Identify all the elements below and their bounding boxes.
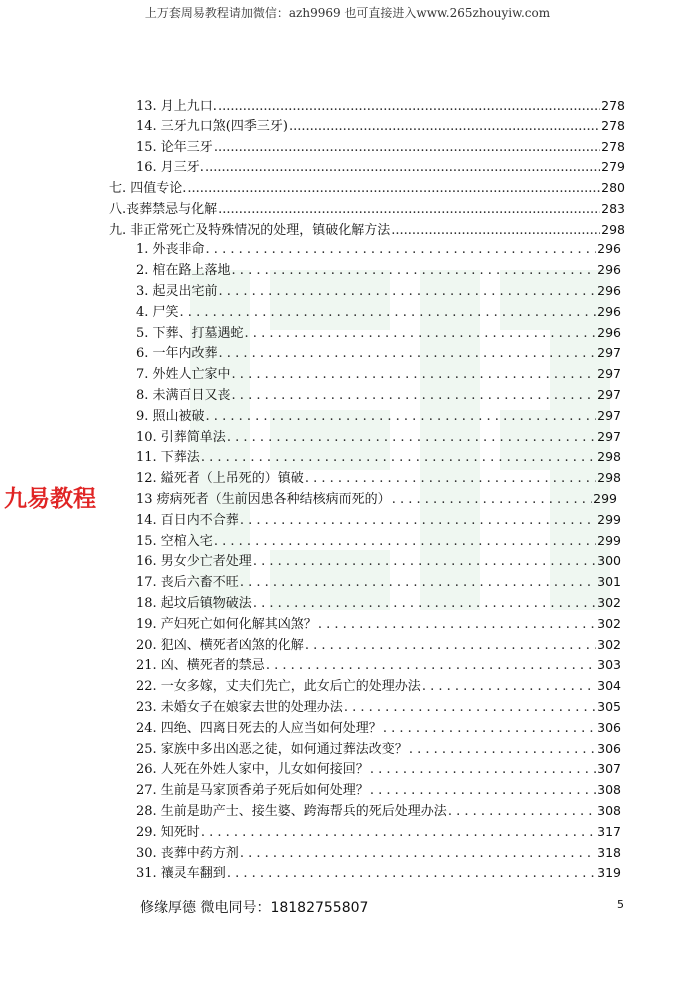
toc-entry-page: 300 — [597, 553, 621, 568]
toc-entry-page: 308 — [597, 803, 621, 818]
toc-entry-page: 306 — [597, 741, 621, 756]
toc-entry[interactable] — [136, 446, 621, 466]
toc-entry[interactable] — [136, 550, 621, 570]
toc-entry-title: 20. 犯凶、横死者凶煞的化解 — [136, 638, 304, 653]
toc-entry-page: 305 — [597, 699, 621, 714]
toc-entry[interactable] — [136, 800, 621, 820]
toc-leader — [232, 367, 597, 382]
toc-entry-title: 8. 未满百日又丧 — [136, 388, 231, 403]
toc-leader — [214, 140, 600, 155]
toc-entry[interactable] — [136, 592, 621, 612]
toc-entry-page: 297 — [597, 429, 621, 444]
toc-entry-title: 7. 外姓人亡家中 — [136, 367, 231, 382]
toc-leader — [180, 305, 597, 320]
toc-entry[interactable] — [136, 488, 617, 508]
page-header: 上万套周易教程请加微信：azh9969 也可直接进入www.265zhouyiw.com — [144, 6, 551, 20]
toc-entry-title: 2. 棺在路上落地 — [136, 263, 231, 278]
toc-entry-page: 297 — [597, 408, 621, 423]
toc-entry[interactable] — [136, 634, 621, 654]
toc-entry-page: 302 — [597, 637, 621, 652]
toc-leader — [205, 160, 600, 175]
toc-entry[interactable] — [136, 779, 621, 799]
toc-entry-title: 22. 一女多嫁，丈夫们先亡，此女后亡的处理办法 — [136, 679, 421, 694]
toc-leader — [318, 617, 596, 632]
toc-entry-page: 317 — [597, 824, 621, 839]
toc-entry[interactable] — [136, 717, 621, 737]
toc-leader — [240, 846, 596, 861]
toc-entry-page: 298 — [597, 449, 621, 464]
toc-leader — [383, 721, 596, 736]
page-number: 5 — [617, 898, 624, 911]
toc-entry-page: 304 — [597, 678, 621, 693]
toc-entry[interactable] — [136, 156, 625, 176]
toc-entry-page: 308 — [597, 782, 621, 797]
toc-leader — [391, 223, 600, 238]
toc-entry[interactable] — [136, 842, 621, 862]
toc-entry[interactable] — [136, 384, 621, 404]
toc-entry-page: 319 — [597, 865, 621, 880]
toc-entry-page: 297 — [597, 387, 621, 402]
toc-leader — [344, 700, 596, 715]
toc-entry-title: 15. 空棺入宅 — [136, 534, 213, 549]
toc-leader — [187, 181, 600, 196]
toc-entry-page: 307 — [597, 761, 621, 776]
toc-entry-title: 七. 四值专论. — [109, 181, 187, 196]
toc-entry-page: 302 — [597, 595, 621, 610]
toc-leader — [422, 679, 596, 694]
toc-entry-title: 18. 起坟后镇物破法 — [136, 596, 252, 611]
toc-entry-page: 296 — [597, 304, 621, 319]
toc-leader — [227, 430, 596, 445]
toc-leader — [245, 326, 597, 341]
toc-entry-page: 296 — [597, 262, 621, 277]
toc-entry-title: 28. 生前是助产士、接生婆、跨海帮兵的死后处理办法 — [136, 804, 447, 819]
toc-entry-title: 15. 论年三牙 — [136, 140, 213, 155]
toc-leader — [219, 284, 597, 299]
brand-watermark: 九易教程 — [4, 486, 96, 512]
toc-leader — [289, 119, 600, 134]
toc-leader — [240, 575, 596, 590]
toc-entry-title: 5. 下葬、打墓遇蛇 — [136, 326, 244, 341]
toc-entry[interactable] — [136, 136, 625, 156]
toc-entry-page: 303 — [597, 657, 621, 672]
toc-entry-title: 16. 月三牙. — [136, 160, 204, 175]
toc-entry-page: 299 — [597, 533, 621, 548]
toc-entry-title: 12. 縊死者（上吊死的）镇破 — [136, 471, 304, 486]
toc-entry-title: 21. 凶、横死者的禁忌 — [136, 658, 265, 673]
toc-entry[interactable] — [136, 95, 625, 115]
toc-entry[interactable] — [136, 509, 621, 529]
toc-leader — [218, 99, 600, 114]
toc-entry-title: 29. 知死时 — [136, 825, 200, 840]
toc-entry[interactable] — [136, 322, 621, 342]
page-footer: 修缘厚德 微电同号：18182755807 — [140, 900, 369, 916]
toc-entry-title: 26. 人死在外姓人家中，儿女如何接回？ — [136, 762, 369, 777]
toc-entry[interactable] — [136, 363, 621, 383]
toc-entry[interactable] — [136, 115, 625, 135]
toc-entry-page: 279 — [601, 159, 625, 174]
toc-leader — [370, 762, 596, 777]
toc-entry[interactable] — [136, 301, 621, 321]
toc-entry-title: 14. 百日内不合葬 — [136, 513, 239, 528]
toc-entry-title: 10. 引葬简单法 — [136, 430, 226, 445]
toc-entry-title: 6. 一年内改葬 — [136, 346, 218, 361]
toc-leader — [219, 346, 597, 361]
toc-leader — [305, 471, 596, 486]
toc-entry[interactable] — [136, 238, 621, 258]
toc-entry-title: 9. 照山被破 — [136, 409, 205, 424]
toc-entry-title: 27. 生前是马家顶香弟子死后如何处理？ — [136, 783, 369, 798]
toc-entry[interactable] — [136, 758, 621, 778]
toc-leader — [206, 409, 597, 424]
toc-entry[interactable] — [109, 177, 625, 197]
toc-entry-title: 25. 家族中多出凶恶之徒，如何通过葬法改变？ — [136, 742, 408, 757]
toc-entry-page: 299 — [597, 512, 621, 527]
toc-entry-page: 280 — [601, 180, 625, 195]
toc-entry-page: 301 — [597, 574, 621, 589]
toc-entry[interactable] — [136, 467, 621, 487]
toc-leader — [206, 242, 597, 257]
toc-entry[interactable] — [136, 654, 621, 674]
toc-leader — [227, 866, 596, 881]
toc-entry-title: 1. 外丧非命 — [136, 242, 205, 257]
toc-entry-title: 31. 禳灵车翻到 — [136, 866, 226, 881]
toc-entry-page: 296 — [597, 283, 621, 298]
toc-entry-title: 16. 男女少亡者处理 — [136, 554, 252, 569]
toc-entry-title: 11. 下葬法 — [136, 450, 200, 465]
toc-leader — [448, 804, 596, 819]
toc-entry-title: 19. 产妇死亡如何化解其凶煞？ — [136, 617, 317, 632]
toc-leader — [232, 263, 597, 278]
toc-entry[interactable] — [109, 219, 625, 239]
toc-entry-page: 283 — [601, 201, 625, 216]
toc-entry-page: 306 — [597, 720, 621, 735]
toc-entry-page: 298 — [601, 222, 625, 237]
toc-leader — [253, 554, 596, 569]
toc-leader — [266, 658, 596, 673]
toc-entry[interactable] — [136, 426, 621, 446]
toc-leader — [218, 202, 600, 217]
toc-entry[interactable] — [136, 738, 621, 758]
toc-entry[interactable] — [136, 675, 621, 695]
toc-entry-page: 297 — [597, 366, 621, 381]
toc-leader — [253, 596, 596, 611]
toc-entry-title: 3. 起灵出宅前 — [136, 284, 218, 299]
toc-entry-title: 30. 丧葬中药方剂 — [136, 846, 239, 861]
toc-entry[interactable] — [109, 198, 625, 218]
toc-entry-page: 298 — [597, 470, 621, 485]
toc-entry[interactable] — [136, 571, 621, 591]
toc-entry[interactable] — [136, 613, 621, 633]
toc-entry[interactable] — [136, 280, 621, 300]
toc-entry-title: 14. 三牙九口煞(四季三牙) — [136, 119, 288, 134]
toc-entry-page: 318 — [597, 845, 621, 860]
toc-leader — [214, 534, 596, 549]
toc-entry[interactable] — [136, 862, 621, 882]
toc-entry-page: 302 — [597, 616, 621, 631]
toc-entry-title: 17. 丧后六畜不旺 — [136, 575, 239, 590]
toc-leader — [409, 742, 596, 757]
toc-entry-page: 278 — [601, 139, 625, 154]
toc-leader — [232, 388, 597, 403]
toc-entry[interactable] — [136, 696, 621, 716]
toc-leader — [240, 513, 596, 528]
toc-entry[interactable] — [136, 405, 621, 425]
toc-entry-page: 278 — [601, 98, 625, 113]
toc-entry-page: 299 — [593, 491, 617, 506]
toc-entry-page: 296 — [597, 325, 621, 340]
toc-entry-title: 八.丧葬禁忌与化解 — [109, 202, 218, 217]
toc-entry-page: 278 — [601, 118, 625, 133]
toc-entry[interactable] — [136, 259, 621, 279]
toc-leader — [305, 638, 596, 653]
toc-entry-page: 296 — [597, 241, 621, 256]
toc-leader — [392, 492, 592, 507]
toc-entry[interactable] — [136, 342, 621, 362]
toc-entry-title: 4. 尸笑 — [136, 305, 179, 320]
toc-entry-title: 24. 四绝、四离日死去的人应当如何处理？ — [136, 721, 382, 736]
toc-entry-title: 九. 非正常死亡及特殊情况的处理，镇破化解方法 — [109, 223, 391, 238]
toc-entry-page: 297 — [597, 345, 621, 360]
toc-leader — [201, 825, 596, 840]
toc-entry-title: 23. 未婚女子在娘家去世的处理办法 — [136, 700, 343, 715]
toc-entry-title: 13. 月上九口. — [136, 99, 217, 114]
toc-entry-title: 13 痨病死者（生前因患各种结核病而死的） — [136, 492, 391, 507]
toc-entry[interactable] — [136, 530, 621, 550]
toc-leader — [201, 450, 596, 465]
toc-leader — [370, 783, 596, 798]
toc-entry[interactable] — [136, 821, 621, 841]
